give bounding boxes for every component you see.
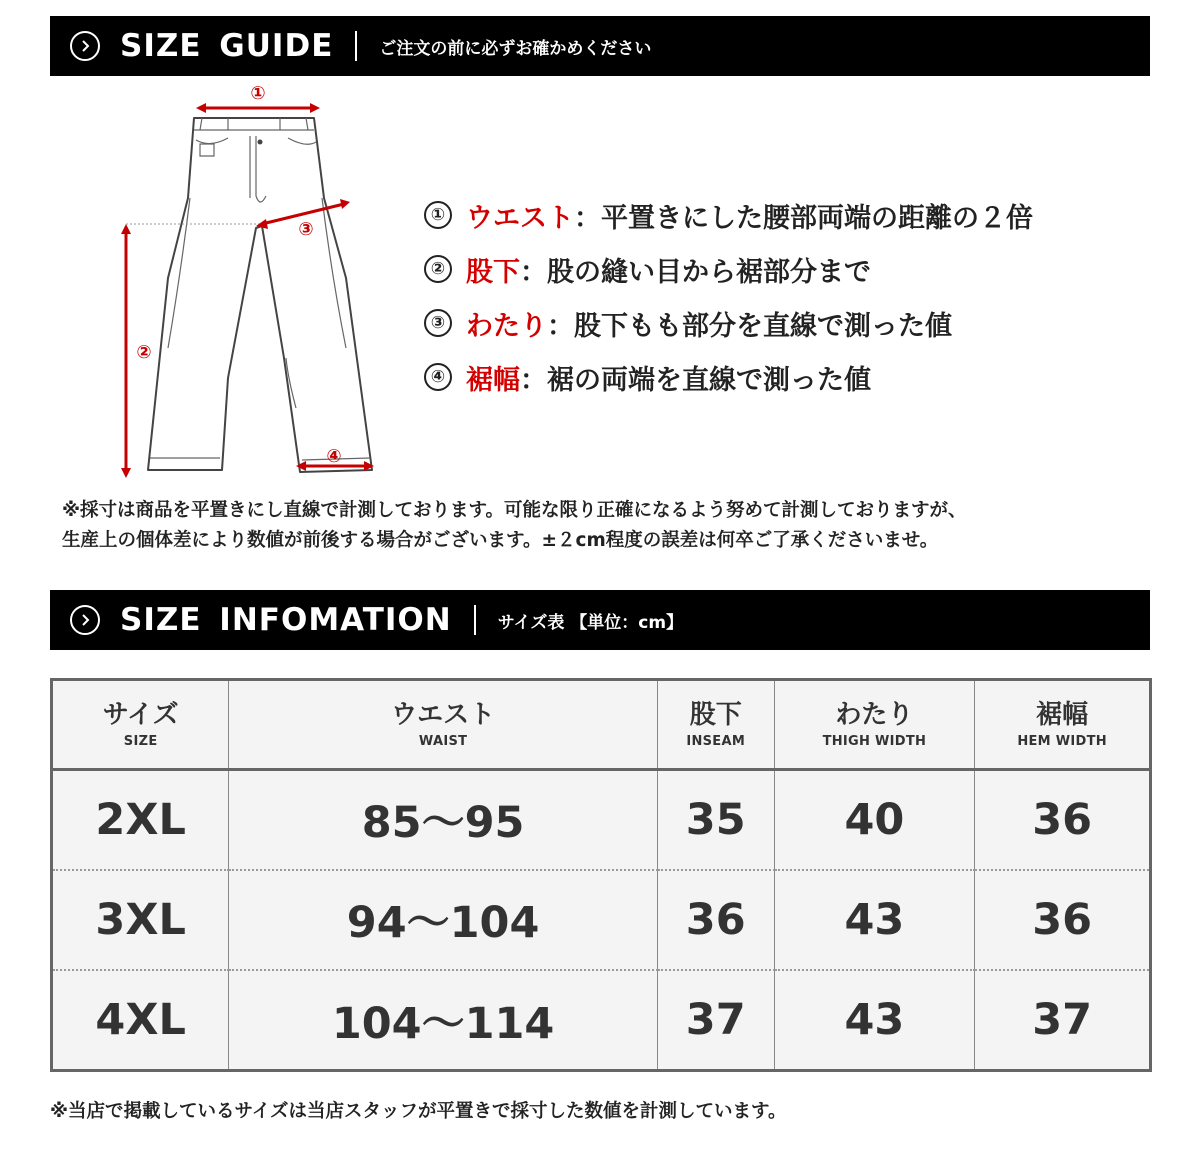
- size-info-title: SIZE INFOMATION: [120, 602, 452, 638]
- cell-inseam: 37: [657, 970, 774, 1070]
- label-waist-number: ①: [250, 83, 266, 104]
- header-divider: [474, 605, 476, 635]
- note-line: 生産上の個体差により数値が前後する場合がございます。±２cm程度の誤差は何卒ご了承くださいませ。: [62, 530, 939, 551]
- table-row: [52, 870, 1151, 970]
- definition-number: ④: [424, 363, 452, 391]
- cell-thigh-width: 43: [774, 870, 975, 970]
- definition-number: ③: [424, 309, 452, 337]
- cell-size: 2XL: [52, 770, 229, 870]
- definition-description: ：裾の両端を直線で測った値: [520, 364, 871, 396]
- cell-size: 4XL: [52, 970, 229, 1070]
- cell-thigh-width: 43: [774, 970, 975, 1070]
- table-row: [52, 970, 1151, 1070]
- size-info-header: [50, 590, 1150, 650]
- header-hem-width: 裾幅 HEM WIDTH: [975, 680, 1151, 770]
- cell-waist: 94〜104: [229, 870, 658, 970]
- definition-description: ：平置きにした腰部両端の距離の２倍: [574, 202, 1033, 234]
- chevron-right-icon: [70, 605, 100, 635]
- size-guide-title: SIZE GUIDE: [120, 28, 334, 64]
- header-waist: ウエスト WAIST: [229, 680, 658, 770]
- header-inseam: 股下 INSEAM: [657, 680, 774, 770]
- cell-inseam: 35: [657, 770, 774, 870]
- definition-thigh: [424, 296, 1033, 350]
- pants-diagram: [110, 78, 400, 486]
- note-line: ※採寸は商品を平置きにし直線で計測しております。可能な限り正確になるよう努めて計測しておりますが、: [62, 500, 967, 521]
- definition-number: ②: [424, 255, 452, 283]
- definition-term: わたり: [466, 310, 547, 342]
- table-row: [52, 770, 1151, 870]
- header-thigh-width: わたり THIGH WIDTH: [774, 680, 975, 770]
- cell-thigh-width: 40: [774, 770, 975, 870]
- cell-hem-width: 37: [975, 970, 1151, 1070]
- cell-hem-width: 36: [975, 870, 1151, 970]
- measurement-note: [62, 496, 967, 556]
- size-table: [50, 678, 1152, 1072]
- definition-term: ウエスト: [466, 202, 574, 234]
- cell-waist: 104〜114: [229, 970, 658, 1070]
- label-thigh-number: ③: [298, 219, 314, 240]
- size-info-subtitle: サイズ表 【単位：cm】: [497, 612, 684, 633]
- definition-description: ：股の縫い目から裾部分まで: [520, 256, 871, 288]
- label-hem-number: ④: [326, 446, 342, 467]
- definition-number: ①: [424, 201, 452, 229]
- cell-waist: 85〜95: [229, 770, 658, 870]
- measurement-definitions: [424, 188, 1033, 404]
- header-divider: [355, 31, 357, 61]
- cell-size: 3XL: [52, 870, 229, 970]
- cell-inseam: 36: [657, 870, 774, 970]
- label-inseam-number: ②: [136, 342, 152, 363]
- size-guide-header: [50, 16, 1150, 76]
- definition-inseam: [424, 242, 1033, 296]
- chevron-right-icon: [70, 31, 100, 61]
- table-header-row: [52, 680, 1151, 770]
- definition-term: 股下: [466, 256, 520, 288]
- definition-hem: [424, 350, 1033, 404]
- definition-term: 裾幅: [466, 364, 520, 396]
- definition-description: ：股下もも部分を直線で測った値: [547, 310, 952, 342]
- cell-hem-width: 36: [975, 770, 1151, 870]
- header-size: サイズ SIZE: [52, 680, 229, 770]
- definition-waist: [424, 188, 1033, 242]
- size-guide-subtitle: ご注文の前に必ずお確かめください: [379, 38, 652, 59]
- size-footnote: ※当店で掲載しているサイズは当店スタッフが平置きで採寸した数値を計測しています。: [50, 1101, 787, 1122]
